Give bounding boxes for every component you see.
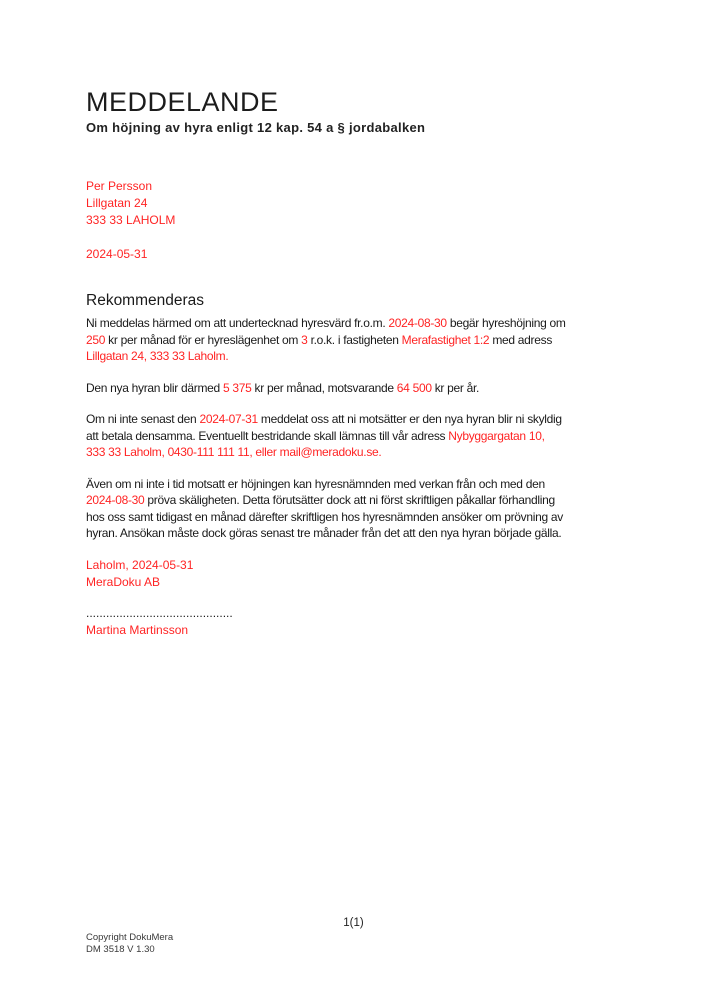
copyright-line-2: DM 3518 V 1.30: [86, 943, 155, 955]
paragraph-tribunal: [86, 476, 696, 542]
text-segment: begär hyreshöjning om: [446, 316, 566, 330]
text-segment: 250: [86, 332, 106, 347]
text-segment: med adress: [489, 332, 553, 347]
text-segment: Lillgatan 24, 333 33 Laholm.: [86, 349, 229, 363]
text-segment: Även om ni inte i tid motsatt er höjningen kan hyresnämnden med verkan från och med den: [86, 476, 545, 491]
recipient-postal-city: 333 33 LAHOLM: [86, 213, 176, 227]
copyright-block: [86, 932, 173, 955]
section-heading: Rekommenderas: [86, 292, 205, 309]
signature-line: ............................................: [86, 605, 233, 620]
page-number: 1(1): [343, 917, 364, 929]
text-segment: kr per månad för er hyreslägenhet om: [105, 332, 302, 347]
recipient-street: Lillgatan 24: [86, 196, 148, 210]
paragraph-rent-increase: [86, 315, 696, 365]
text-segment: 2024-08-30: [86, 493, 145, 507]
text-segment: Den nya hyran blir därmed: [86, 380, 223, 395]
signature-place-date: Laholm, 2024-05-31: [86, 557, 194, 572]
text-segment: att betala densamma. Eventuellt bestridande skall lämnas till vår adress: [86, 428, 449, 443]
text-segment: meddelat oss att ni motsätter er den nya hyran blir ni skyldig: [257, 412, 562, 426]
text-segment: Nybyggargatan 10,: [448, 428, 545, 443]
text-segment: 2024-07-31: [199, 412, 258, 426]
page-title: MEDDELANDE: [86, 87, 279, 117]
text-segment: hyran. Ansökan måste dock göras senast tre månader från det att den nya hyran började gälla.: [86, 526, 562, 540]
text-segment: 64 500: [396, 380, 432, 395]
signature-block: [86, 557, 696, 639]
text-segment: kr per år.: [431, 380, 480, 395]
text-segment: 3: [301, 332, 308, 347]
letter-date: 2024-05-31: [86, 247, 148, 261]
text-segment: kr per månad, motsvarande: [251, 380, 397, 395]
recipient-block: [86, 178, 696, 229]
text-segment: Ni meddelas härmed om att undertecknad hyresvärd fr.o.m.: [86, 316, 389, 330]
signature-company: MeraDoku AB: [86, 574, 161, 589]
recipient-name: Per Persson: [86, 179, 153, 193]
copyright-line-1: Copyright DokuMera: [86, 932, 174, 943]
text-segment: 5 375: [222, 380, 252, 395]
text-segment: 333 33 Laholm, 0430-111 111 11, eller mail@meradoku.se.: [86, 445, 382, 459]
paragraph-objection: [86, 411, 696, 461]
page-subtitle: Om höjning av hyra enligt 12 kap. 54 a § jordabalken: [86, 120, 426, 135]
paragraph-new-rent: [86, 380, 696, 397]
text-segment: r.o.k. i fastigheten: [307, 332, 402, 347]
text-segment: Om ni inte senast den: [86, 412, 200, 426]
letter-content: [86, 0, 696, 639]
signature-name: Martina Martinsson: [86, 622, 189, 637]
text-segment: hos oss samt tidigast en månad därefter skriftligen hos hyresnämnden ansöker om prövning av: [86, 509, 563, 524]
text-segment: 2024-08-30: [388, 316, 447, 330]
text-segment: Merafastighet 1:2: [401, 332, 490, 347]
text-segment: pröva skäligheten. Detta förutsätter dock att ni först skriftligen påkallar förhandling: [144, 493, 555, 507]
